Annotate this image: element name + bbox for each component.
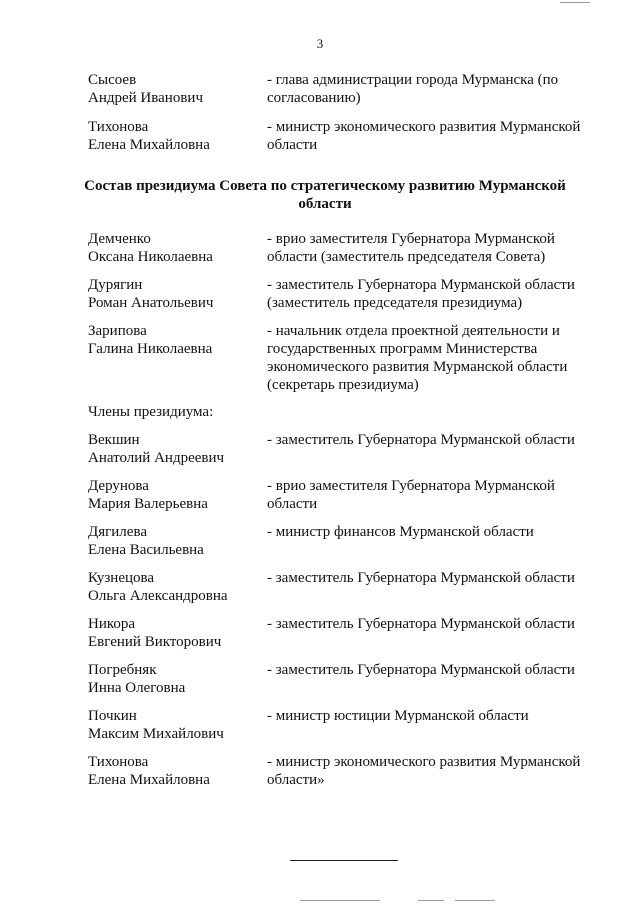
person-role: - врио заместителя Губернатора Мурманской области (заместитель председателя Совета) <box>267 231 555 265</box>
person-role: - министр экономического развития Мурманской области» <box>267 754 581 788</box>
person-name <box>88 615 263 651</box>
person-role: - заместитель Губернатора Мурманской области (заместитель председателя президиума) <box>267 277 575 311</box>
person-role: - заместитель Губернатора Мурманской области <box>267 662 575 678</box>
last-name: Тихонова <box>88 754 149 770</box>
person-role: - министр экономического развития Мурманской области <box>267 119 581 153</box>
person-name <box>88 523 263 559</box>
person-role: - заместитель Губернатора Мурманской области <box>267 570 575 586</box>
first-names: Мария Валерьевна <box>88 496 208 512</box>
page-number: 3 <box>316 36 324 51</box>
scan-artifact-line <box>455 900 495 901</box>
last-name: Дурягин <box>88 277 143 293</box>
first-names: Елена Михайловна <box>88 137 210 153</box>
person-role: - глава администрации города Мурманска (по согласованию) <box>267 72 559 106</box>
person-name <box>88 322 263 358</box>
person-name <box>88 707 263 743</box>
person-role: - заместитель Губернатора Мурманской области <box>267 616 575 632</box>
first-names: Евгений Викторович <box>88 634 222 650</box>
person-name <box>88 569 263 605</box>
person-role: - министр юстиции Мурманской области <box>267 708 529 724</box>
first-names: Андрей Иванович <box>88 90 203 106</box>
first-names: Роман Анатольевич <box>88 295 214 311</box>
last-name: Векшин <box>88 432 140 448</box>
section-title: Состав президиума Совета по стратегическому развитию Мурманской области <box>84 178 566 212</box>
first-names: Оксана Николаевна <box>88 249 213 265</box>
first-names: Ольга Александровна <box>88 588 228 604</box>
person-role: - врио заместителя Губернатора Мурманской области <box>267 478 555 512</box>
last-name: Сысоев <box>88 72 137 88</box>
person-name <box>88 230 263 266</box>
end-divider <box>290 860 398 861</box>
last-name: Тихонова <box>88 119 149 135</box>
person-name <box>88 71 263 107</box>
scan-artifact-line <box>300 900 380 901</box>
last-name: Почкин <box>88 708 137 724</box>
last-name: Демченко <box>88 231 151 247</box>
first-names: Максим Михайлович <box>88 726 224 742</box>
person-name <box>88 753 263 789</box>
person-name <box>88 118 263 154</box>
person-name <box>88 276 263 312</box>
person-role: - министр финансов Мурманской области <box>267 524 534 540</box>
scan-artifact-line <box>418 900 444 901</box>
first-names: Елена Васильевна <box>88 542 204 558</box>
last-name: Погребняк <box>88 662 157 678</box>
person-role: - заместитель Губернатора Мурманской области <box>267 432 575 448</box>
person-name <box>88 477 263 513</box>
first-names: Анатолий Андреевич <box>88 450 225 466</box>
scan-artifact-line <box>560 2 590 3</box>
last-name: Дягилева <box>88 524 147 540</box>
first-names: Галина Николаевна <box>88 341 213 357</box>
person-name <box>88 661 263 697</box>
first-names: Инна Олеговна <box>88 680 186 696</box>
last-name: Дерунова <box>88 478 149 494</box>
members-label: Члены президиума: <box>88 404 214 420</box>
person-role: - начальник отдела проектной деятельности и государственных программ Министерства экономического развития Мурманской области (секретарь президиума) <box>267 323 568 393</box>
person-name <box>88 431 263 467</box>
first-names: Елена Михайловна <box>88 772 210 788</box>
last-name: Зарипова <box>88 323 147 339</box>
last-name: Никора <box>88 616 136 632</box>
last-name: Кузнецова <box>88 570 155 586</box>
